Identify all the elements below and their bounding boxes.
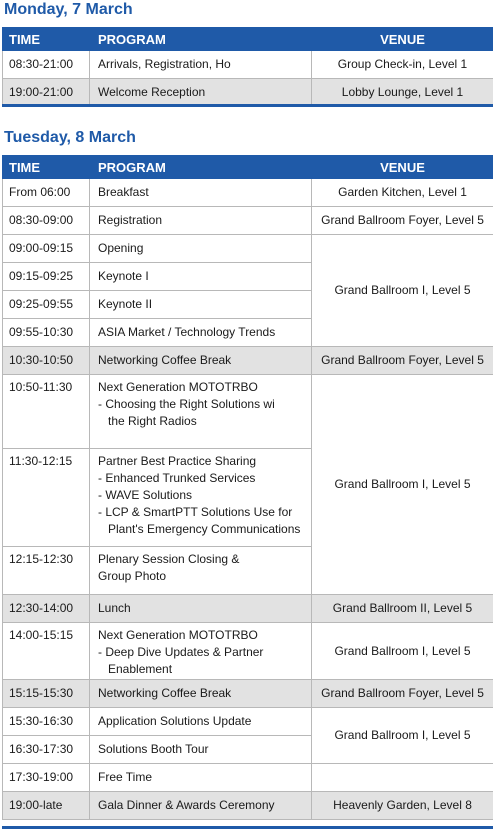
tuesday-header-row (3, 156, 493, 179)
time-cell: 08:30-21:00 (3, 51, 90, 79)
table-row (3, 375, 493, 449)
venue-cell: Grand Ballroom Foyer, Level 5 (312, 680, 493, 708)
time-cell: 09:55-10:30 (3, 319, 90, 347)
monday-schedule-table (2, 27, 493, 107)
time-cell: 12:30-14:00 (3, 595, 90, 623)
time-cell: 19:00-21:00 (3, 79, 90, 107)
program-cell: Gala Dinner & Awards Ceremony (90, 792, 312, 820)
program-title: Next Generation MOTOTRBO (98, 628, 258, 642)
time-cell: 15:15-15:30 (3, 680, 90, 708)
time-cell: From 06:00 (3, 179, 90, 207)
venue-cell-merged: Grand Ballroom I, Level 5 (312, 375, 493, 595)
program-cell (90, 623, 312, 680)
program-header: PROGRAM (90, 156, 312, 179)
venue-cell: Grand Ballroom I, Level 5 (312, 623, 493, 680)
venue-cell-empty (312, 764, 493, 792)
time-cell: 14:00-15:15 (3, 623, 90, 680)
venue-cell-merged: Grand Ballroom I, Level 5 (312, 708, 493, 764)
time-cell: 19:00-late (3, 792, 90, 820)
monday-title: Monday, 7 March (4, 1, 133, 18)
venue-cell: Heavenly Garden, Level 8 (312, 792, 493, 820)
program-detail: the Right Radios (108, 414, 197, 428)
program-detail: - LCP & SmartPTT Solutions Use for (98, 505, 293, 519)
time-cell: 17:30-19:00 (3, 764, 90, 792)
program-detail: - Choosing the Right Solutions wi (98, 397, 275, 411)
program-title: Next Generation MOTOTRBO (98, 380, 258, 394)
venue-cell: Grand Ballroom Foyer, Level 5 (312, 207, 493, 235)
program-cell (90, 375, 312, 449)
program-cell: Breakfast (90, 179, 312, 207)
time-cell: 09:00-09:15 (3, 235, 90, 263)
table-row (3, 680, 493, 708)
program-cell: Networking Coffee Break (90, 680, 312, 708)
table-row (3, 595, 493, 623)
table-row (3, 79, 493, 107)
time-cell: 12:15-12:30 (3, 547, 90, 595)
program-cell: Opening (90, 235, 312, 263)
program-detail: - WAVE Solutions (98, 488, 193, 502)
table-row (3, 235, 493, 263)
table-row (3, 207, 493, 235)
program-detail: - Enhanced Trunked Services (98, 471, 256, 485)
program-cell: Arrivals, Registration, Ho (90, 51, 312, 79)
program-cell: Registration (90, 207, 312, 235)
venue-cell: Garden Kitchen, Level 1 (312, 179, 493, 207)
venue-cell: Grand Ballroom Foyer, Level 5 (312, 347, 493, 375)
time-cell: 09:25-09:55 (3, 291, 90, 319)
program-cell (90, 547, 312, 595)
monday-header-row (3, 28, 493, 51)
program-detail: - Deep Dive Updates & Partner (98, 645, 264, 659)
table-row (3, 51, 493, 79)
program-detail: Group Photo (98, 569, 167, 583)
venue-cell-merged: Grand Ballroom I, Level 5 (312, 235, 493, 347)
venue-cell: Grand Ballroom II, Level 5 (312, 595, 493, 623)
program-cell (90, 449, 312, 547)
time-cell: 10:30-10:50 (3, 347, 90, 375)
venue-header: VENUE (312, 156, 493, 179)
program-cell: Keynote II (90, 291, 312, 319)
table-row (3, 708, 493, 736)
program-cell: Application Solutions Update (90, 708, 312, 736)
program-cell: Welcome Reception (90, 79, 312, 107)
time-cell: 15:30-16:30 (3, 708, 90, 736)
tuesday-table-bottom-rule (2, 826, 493, 829)
venue-cell: Group Check-in, Level 1 (312, 51, 493, 79)
time-header: TIME (3, 28, 90, 51)
table-row (3, 623, 493, 680)
program-detail: Plant's Emergency Communications (108, 522, 301, 536)
time-header: TIME (3, 156, 90, 179)
program-header: PROGRAM (90, 28, 312, 51)
program-title: Partner Best Practice Sharing (98, 454, 257, 468)
venue-cell: Lobby Lounge, Level 1 (312, 79, 493, 107)
program-detail: Enablement (108, 662, 173, 676)
tuesday-schedule-table (2, 155, 493, 820)
program-cell: Lunch (90, 595, 312, 623)
table-row (3, 792, 493, 820)
venue-header: VENUE (312, 28, 493, 51)
program-title: Plenary Session Closing & (98, 552, 240, 566)
time-cell: 09:15-09:25 (3, 263, 90, 291)
program-cell: Solutions Booth Tour (90, 736, 312, 764)
monday-table-bottom-rule (2, 104, 493, 107)
time-cell: 11:30-12:15 (3, 449, 90, 547)
table-row (3, 347, 493, 375)
tuesday-title: Tuesday, 8 March (4, 129, 136, 146)
program-cell: Free Time (90, 764, 312, 792)
table-row (3, 764, 493, 792)
time-cell: 10:50-11:30 (3, 375, 90, 449)
program-cell: Networking Coffee Break (90, 347, 312, 375)
program-cell: ASIA Market / Technology Trends (90, 319, 312, 347)
table-row (3, 179, 493, 207)
time-cell: 16:30-17:30 (3, 736, 90, 764)
time-cell: 08:30-09:00 (3, 207, 90, 235)
program-cell: Keynote I (90, 263, 312, 291)
